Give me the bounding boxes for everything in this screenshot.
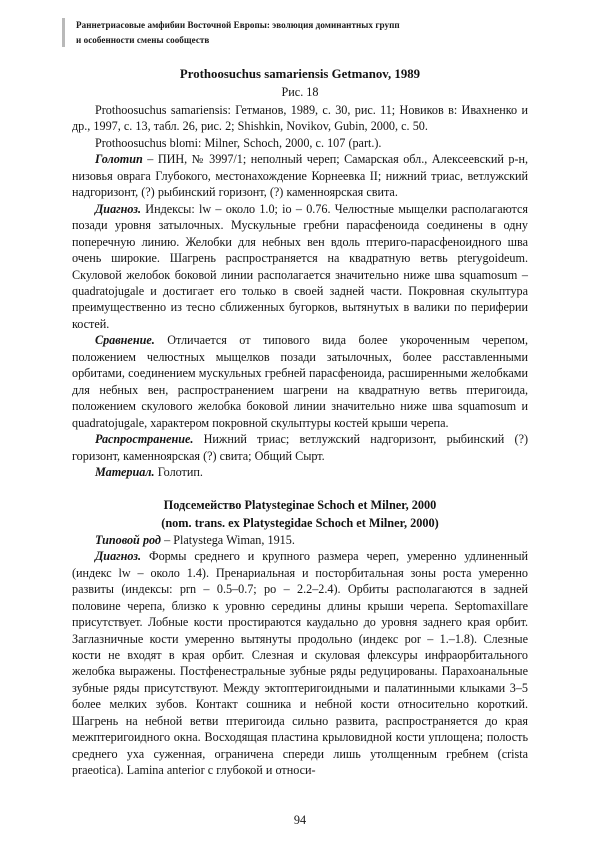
- subfamily-diagnosis-label: Диагноз.: [95, 549, 142, 564]
- comparison-label: Сравнение.: [95, 333, 155, 348]
- comparison-paragraph: [72, 332, 528, 431]
- text-column: [72, 66, 528, 779]
- subfamily-heading-line-1: Подсемейство Platysteginae Schoch et Milner, 2000: [163, 498, 437, 513]
- type-genus-paragraph: [72, 532, 528, 548]
- distribution-label: Распространение.: [95, 432, 194, 447]
- diagnosis-text: Индексы: lw – около 1.0; io – 0.76. Челюстные мыщелки располагаются позади уровня затылочных. Мускульные гребни парасфеноида соединены в одну поперечную линию. Желобки для небных вен вдоль птериго-парасфеноидного шва очень широкие. Шагрень распространяется на квадратную ветвь pterygoideum. Скуловой желобок боковой линии располагается значительно ниже шва squamosum – quadratojugale и достигает его только в своей задней части. Покровная скульптура преимущественно из тесно сближенных бугорков, вытянутых в валики по периферии костей.: [72, 201, 528, 331]
- comparison-text: Отличается от типового вида более укороченным черепом, положением челюстных мыщелков позади затылочных, более расставленными орбитами, соединением мускульных гребней парасфеноида, расширенными желобками для небных вен, распространением шагрени на квадратную ветвь птеригоида, положением скулового желобка боковой линии значительно ниже шва squamosum и quadratojugale, характером покровной скульптуры костей крыши черепа.: [72, 333, 528, 430]
- type-genus-text: – Platystega Wiman, 1915.: [160, 532, 295, 547]
- running-head-text: [76, 18, 400, 47]
- page-number: 94: [293, 813, 307, 827]
- type-genus-label: Типовой род: [95, 532, 161, 547]
- distribution-paragraph: [72, 431, 528, 464]
- diagnosis-paragraph: [72, 201, 528, 333]
- holotype-label: Голотип: [95, 152, 143, 167]
- subfamily-heading-line-2: (nom. trans. ex Platystegidae Schoch et Milner, 2000): [161, 515, 439, 530]
- running-head-line-2: и особенности смены сообществ: [76, 34, 210, 45]
- holotype-text: – ПИН, № 3997/1; неполный череп; Самарская обл., Алексеевский р-н, низовья оврага Глубокого, местонахождение Корнеевка II; нижний триас, ветлужский надгоризонт, (?) рыбинский горизонт, (?) каменноярская свита.: [72, 152, 528, 200]
- material-label: Материал.: [95, 464, 155, 479]
- subfamily-diagnosis-paragraph: [72, 548, 528, 778]
- distribution-text: Нижний триас; ветлужский надгоризонт, рыбинский (?) горизонт, каменноярская (?) свита; Общий Сырт.: [72, 432, 528, 463]
- diagnosis-label: Диагноз.: [95, 201, 142, 216]
- material-paragraph: [72, 464, 528, 480]
- material-text: Голотип.: [154, 464, 203, 479]
- subfamily-diagnosis-text: Формы среднего и крупного размера череп, умеренно удлиненный (индекс lw – около 1.4). Пренариальная и посторбитальная зоны роста умеренно развиты (индексы: prn – 0.5–0.7; po – 2.2–2.4). Орбиты располагаются в задней половине черепа, близко к уровню середины длины крыши черепа. Septomaxillare присутствует. Лобные кости простираются каудально до уровня заднего края орбит. Заглазничные кости умеренно вытянуты продольно (индекс por – 1.–1.8). Слезные кости не входят в края орбит. Слезная и скуловая флексуры инфраорбитального желобка выражены. Постфенестральные зубные ряды редуцированы. Парахоанальные зубные ряды присутствуют. Между эктоптеригоидными и палатинными клыками 3–5 более мелких зубов. Контакт сошника и небной кости относительно короткий. Шагрень на небной ветви птеригоида сильно развита, распространяется до края межптеригоидного окна. Восходящая пластина крыловидной кости уплощена; полость среднего уха суженная, ограничена спереди лишь утолщенным гребнем (crista praeotica). Lamina anterior с глубокой и относи-: [72, 549, 528, 778]
- holotype-paragraph: [72, 151, 528, 200]
- running-head: [62, 18, 532, 47]
- running-head-line-1: Раннетриасовые амфибии Восточной Европы: эволюция доминантных групп: [76, 20, 400, 30]
- figure-reference: Рис. 18: [281, 85, 319, 99]
- synonymy-entry-2: Prothoosuchus blomi: Milner, Schoch, 2000, с. 107 (part.).: [95, 135, 382, 150]
- running-head-rule: [62, 18, 65, 47]
- subfamily-heading: [72, 497, 528, 531]
- species-title: Prothoosuchus samariensis Getmanov, 1989: [179, 67, 421, 81]
- synonymy-entry-1: Prothoosuchus samariensis: Гетманов, 1989, с. 30, рис. 11; Новиков в: Ивахненко и др., 1997, с. 13, табл. 26, рис. 2; Shishkin, Novikov, Gubin, 2000, с. 50.: [72, 103, 528, 134]
